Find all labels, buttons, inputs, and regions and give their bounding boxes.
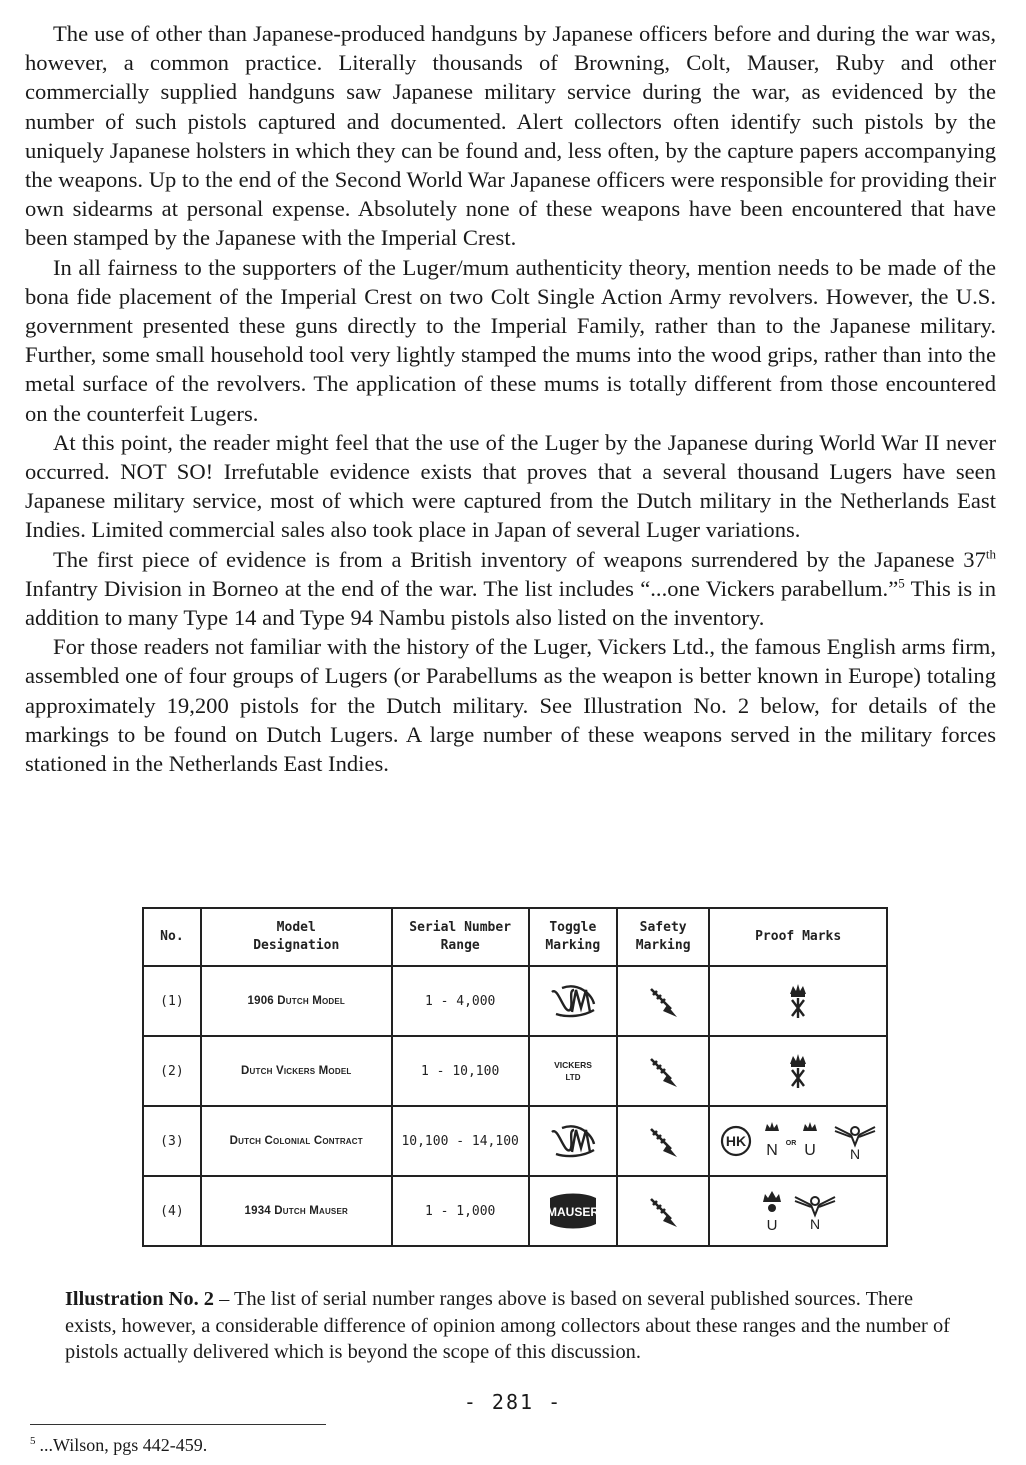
dwm-monogram-icon [548,1124,598,1158]
header-toggle: Toggle Marking [529,908,617,966]
table-row [143,1036,887,1106]
row-number: (1) [143,966,201,1036]
proof-marks [709,1036,887,1106]
serial-range: 1 - 10,100 [392,1036,529,1106]
crown-crossed-arrows-icon [787,982,809,1020]
header-no: No. [143,908,201,966]
svg-text:HK: HK [726,1133,747,1149]
header-safety: Safety Marking [617,908,709,966]
paragraph-5: For those readers not familiar with the history of the Luger, Vickers Ltd., the famous English arms firm, assembled one of four groups of Lugers (or Parabellums as the weapon is better known in Europe) totaling approximately 19,200 pistols for the Dutch military. See Illustration No. 2 below, for details of the markings to be found on Dutch Lugers. A large number of these weapons served in the military forces stationed in the Netherlands East Indies. [25,634,996,777]
vickers-ltd-mark-icon [547,1058,599,1084]
crown-u-icon [759,1190,785,1232]
proof-marks [709,1106,887,1176]
ordinal-superscript: th [985,546,996,562]
eagle-n-icon [833,1121,877,1161]
illustration-caption [65,1286,965,1366]
footnote-reference: 5 [898,575,905,591]
svg-text:N: N [849,1146,861,1161]
table-row [143,1176,887,1246]
paragraph-1: The use of other than Japanese-produced handguns by Japanese officers before and during the war was, however, a common practice. Literally thousands of Browning, Colt, Mauser, Ruby and other commercially supplied handguns saw Japanese military service during the war, as evidenced by the number of such pistols captured and documented. Alert collectors often identify such pistols by the uniquely Japanese holsters in which they can be found and, less often, by the capture papers accompanying the weapons. Up to the end of the Second World War Japanese officers were responsible for providing their own sidearms at personal expense. Absolutely none of these weapons have been encountered that have been stamped by the Japanese with the Imperial Crest. [25,21,996,251]
row-number: (4) [143,1176,201,1246]
paragraph-3: At this point, the reader might feel that the use of the Luger by the Japanese during World War II never occurred. NOT SO! Irrefutable evidence exists that proves that a several thousand Lugers have seen Japanese military service, most of which were captured from the Dutch military in the Netherlands East Indies. Limited commercial sales also took place in Japan of several Luger variations. [25,429,996,543]
crown-crossed-arrows-icon [787,1052,809,1090]
safety-marking [617,1176,709,1246]
safety-marking [617,966,709,1036]
paragraph-4: The first piece of evidence is from a British inventory of weapons surrendered by the Japanese 37th Infantry Division in Borneo at the end of the war. The list includes “...one Vickers parabellum.”$^5$ This is in addition to many Type 14 and Type 94 Nambu pistols also listed on the inventory. [25,546,996,631]
header-serial: Serial Number Range [392,908,529,966]
dutch-luger-markings-table [142,907,888,1247]
svg-text:N: N [766,1142,778,1159]
svg-text:U: U [804,1142,816,1159]
toggle-marking [529,966,617,1036]
rust-arrow-icon [645,1123,681,1159]
hk-circle-icon [719,1124,753,1158]
footnote-text: ...Wilson, pgs 442-459. [39,1435,208,1455]
rust-arrow-icon [645,1053,681,1089]
svg-text:MAUSER: MAUSER [546,1205,599,1219]
mauser-banner-icon [546,1190,600,1232]
svg-text:U: U [766,1217,778,1232]
eagle-n-icon [793,1191,837,1231]
model-designation: Dutch Colonial Contract [201,1106,392,1176]
model-designation: 1906 Dutch Model [201,966,392,1036]
serial-range: 10,100 - 14,100 [392,1106,529,1176]
body-text [25,19,996,778]
page-number: - 281 - [463,1390,563,1414]
toggle-marking [529,1036,617,1106]
svg-text:N: N [810,1216,821,1231]
caption-text: – The list of serial number ranges above is based on several published sources. There exists, however, a considerable difference of opinion among collectors about these ranges and the number of pistols actually delivered which is beyond the scope of this discussion. [65,1288,950,1363]
caption-label: Illustration No. 2 [65,1288,214,1310]
rust-arrow-icon [645,983,681,1019]
safety-marking [617,1106,709,1176]
table-row [143,1106,887,1176]
header-proof: Proof Marks [709,908,887,966]
model-designation: 1934 Dutch Mauser [201,1176,392,1246]
svg-text:LTD: LTD [565,1073,581,1082]
crown-n-or-crown-u-icon [761,1121,825,1161]
svg-text:VICKERS: VICKERS [553,1060,592,1070]
table-header-row [143,908,887,966]
serial-range: 1 - 4,000 [392,966,529,1036]
toggle-marking [529,1106,617,1176]
row-number: (3) [143,1106,201,1176]
svg-text:OR: OR [785,1140,797,1147]
header-model: Model Designation [201,908,392,966]
toggle-marking [529,1176,617,1246]
rust-arrow-icon [645,1193,681,1229]
model-designation: Dutch Vickers Model [201,1036,392,1106]
footnote-marker: 5 [30,1435,36,1447]
table-row [143,966,887,1036]
proof-marks [709,966,887,1036]
row-number: (2) [143,1036,201,1106]
serial-range: 1 - 1,000 [392,1176,529,1246]
footnote-divider [30,1424,326,1425]
proof-marks [709,1176,887,1246]
dwm-monogram-icon [548,984,598,1018]
paragraph-2: In all fairness to the supporters of the Luger/mum authenticity theory, mention needs to be made of the bona fide placement of the Imperial Crest on two Colt Single Action Army revolvers. However, the U.S. government presented these guns directly to the Imperial Family, rather than to the Japanese military. Further, some small household tool very lightly stamped the mums into the wood grips, rather than into the metal surface of the revolvers. The application of these mums is totally different from those encountered on the counterfeit Lugers. [25,254,996,426]
footnote [30,1435,207,1456]
safety-marking [617,1036,709,1106]
